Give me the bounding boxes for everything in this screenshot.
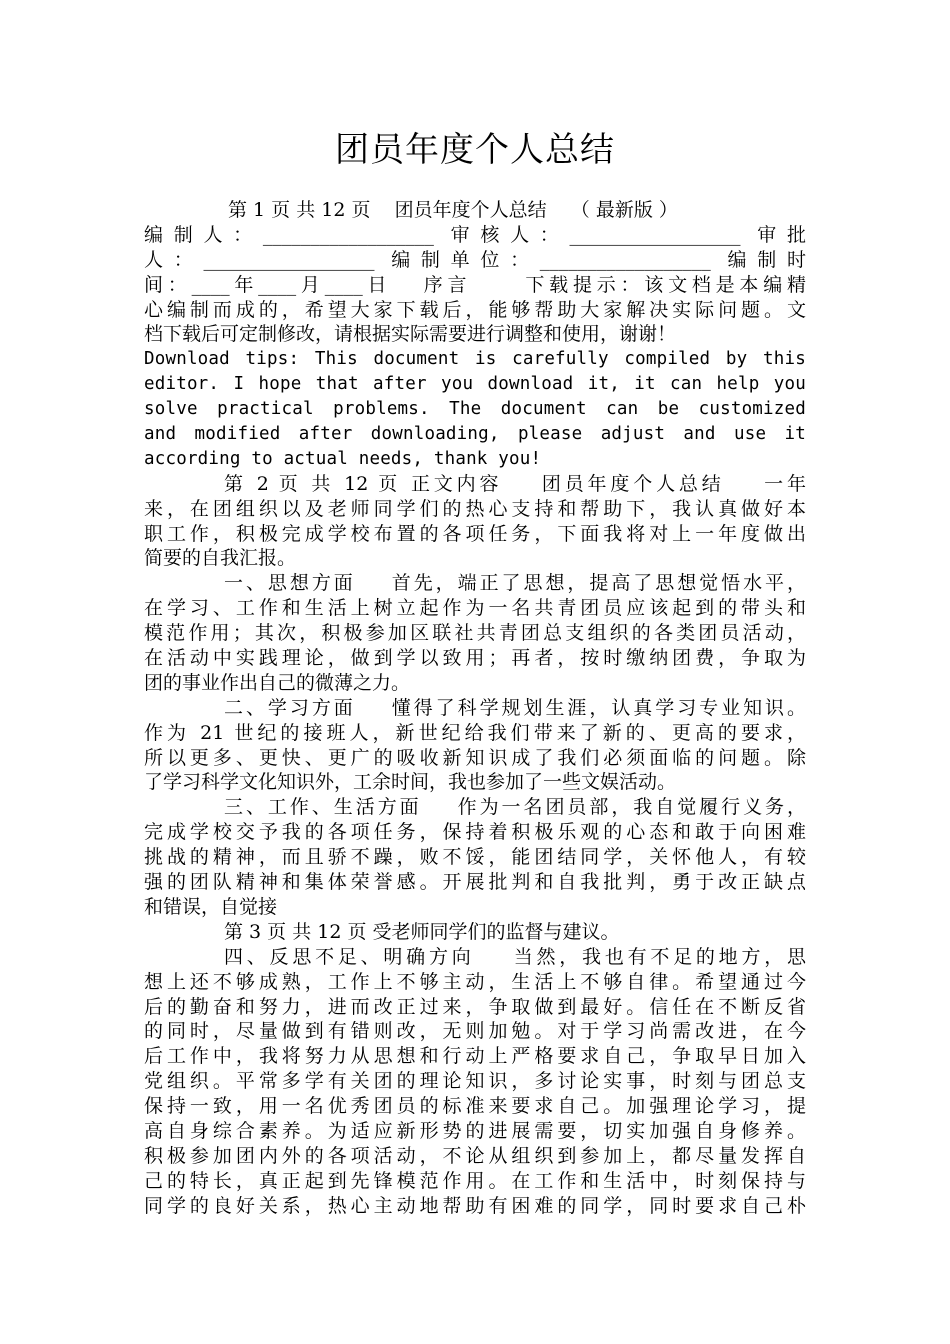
page-title: 团员年度个人总结: [335, 130, 615, 170]
text-line: 保持一致，用一名优秀团员的标准来要求自己。加强理论学习，提: [144, 1095, 806, 1118]
text-line: Download tips: This document is carefully compiled by this: [144, 349, 806, 370]
text-line: 团的事业作出自己的微薄之力。: [144, 671, 411, 694]
text-line: 作为 21 世纪的接班人，新世纪给我们带来了新的、更高的要求，: [144, 721, 806, 744]
text-line: editor. I hope that after you download it, it can help you: [144, 374, 806, 395]
text-line: 第 3 页 共 12 页 受老师同学们的监督与建议。: [224, 920, 620, 943]
text-line: 在活动中实践理论，做到学以致用；再者，按时缴纳团费，争取为: [144, 647, 806, 670]
text-line: 模范作用；其次，积极参加区联社共青团总支组织的各类团员活动，: [144, 622, 806, 645]
text-line: 了学习科学文化知识外，工余时间，我也参加了一些文娱活动。: [144, 771, 677, 794]
text-line: 完成学校交予我的各项任务，保持着积极乐观的心态和敢于向困难: [144, 821, 806, 844]
text-line: 强的团队精神和集体荣誉感。开展批判和自我批判，勇于改正缺点: [144, 871, 806, 894]
text-line: 人：__________________ 编制单位：__________________ 编制时: [144, 248, 806, 271]
text-line: 后的勤奋和努力，进而改正过来，争取做到最好。信任在不断反省: [144, 995, 806, 1018]
text-line: and modified after downloading, please adjust and use it: [144, 424, 806, 445]
text-line: 的同时，尽量做到有错则改，无则加勉。对于学习尚需改进，在今: [144, 1020, 806, 1043]
text-line: 所以更多、更快、更广的吸收新知识成了我们必须面临的问题。除: [144, 746, 806, 769]
text-line: 三、工作、生活方面 作为一名团员部，我自觉履行义务，: [224, 796, 806, 819]
text-line: 在学习、工作和生活上树立起作为一名共青团员应该起到的带头和: [144, 597, 806, 620]
text-line: 高自身综合素养。为适应新形势的进展需要，切实加强自身修养。: [144, 1119, 806, 1142]
text-line: 一、思想方面 首先，端正了思想，提高了思想觉悟水平，: [224, 572, 806, 595]
text-line: 编制人：__________________ 审核人：__________________ 审批: [144, 223, 806, 246]
text-line: according to actual needs, thank you!: [144, 448, 542, 469]
text-line: 档下载后可定制修改，请根据实际需要进行调整和使用，谢谢！: [144, 323, 677, 346]
text-line: 间：____年____月____日 序言 下载提示：该文档是本编精: [144, 273, 806, 296]
text-line: 第 2 页 共 12 页 正文内容 团员年度个人总结 一年: [224, 472, 806, 495]
text-line: 同学的良好关系，热心主动地帮助有困难的同学，同时要求自己朴: [144, 1194, 806, 1217]
text-line: solve practical problems. The document can be customized: [144, 399, 806, 420]
document-body: [144, 198, 806, 1219]
text-line: 党组织。平常多学有关团的理论知识，多讨论实事，时刻与团总支: [144, 1070, 806, 1093]
text-line: 第 1 页 共 12 页 团员年度个人总结 （ 最新版 ）: [228, 199, 678, 221]
text-line: 己的特长，真正起到先锋模范作用。在工作和生活中，时刻保持与: [144, 1169, 806, 1192]
text-line: 挑战的精神，而且骄不躁，败不馁，能团结同学，关怀他人，有较: [144, 846, 806, 869]
text-line: 想上还不够成熟，工作上不够主动，生活上不够自律。希望通过今: [144, 970, 806, 993]
text-line: 四、反思不足、明确方向 当然，我也有不足的地方，思: [224, 945, 806, 968]
text-line: 来，在团组织以及老师同学们的热心支持和帮助下，我认真做好本: [144, 497, 806, 520]
text-line: 职工作，积极完成学校布置的各项任务，下面我将对上一年度做出: [144, 522, 806, 545]
text-line: 心编制而成的，希望大家下载后，能够帮助大家解决实际问题。文: [144, 298, 806, 321]
text-line: 积极参加团内外的各项活动，不论从组织到参加上，都尽量发挥自: [144, 1144, 806, 1167]
text-line: 二、学习方面 懂得了科学规划生涯，认真学习专业知识。: [224, 696, 806, 719]
text-line: 简要的自我汇报。: [144, 547, 297, 570]
text-line: 后工作中，我将努力从思想和行动上严格要求自己，争取早日加入: [144, 1045, 806, 1068]
text-line: 和错误，自觉接: [144, 895, 278, 918]
